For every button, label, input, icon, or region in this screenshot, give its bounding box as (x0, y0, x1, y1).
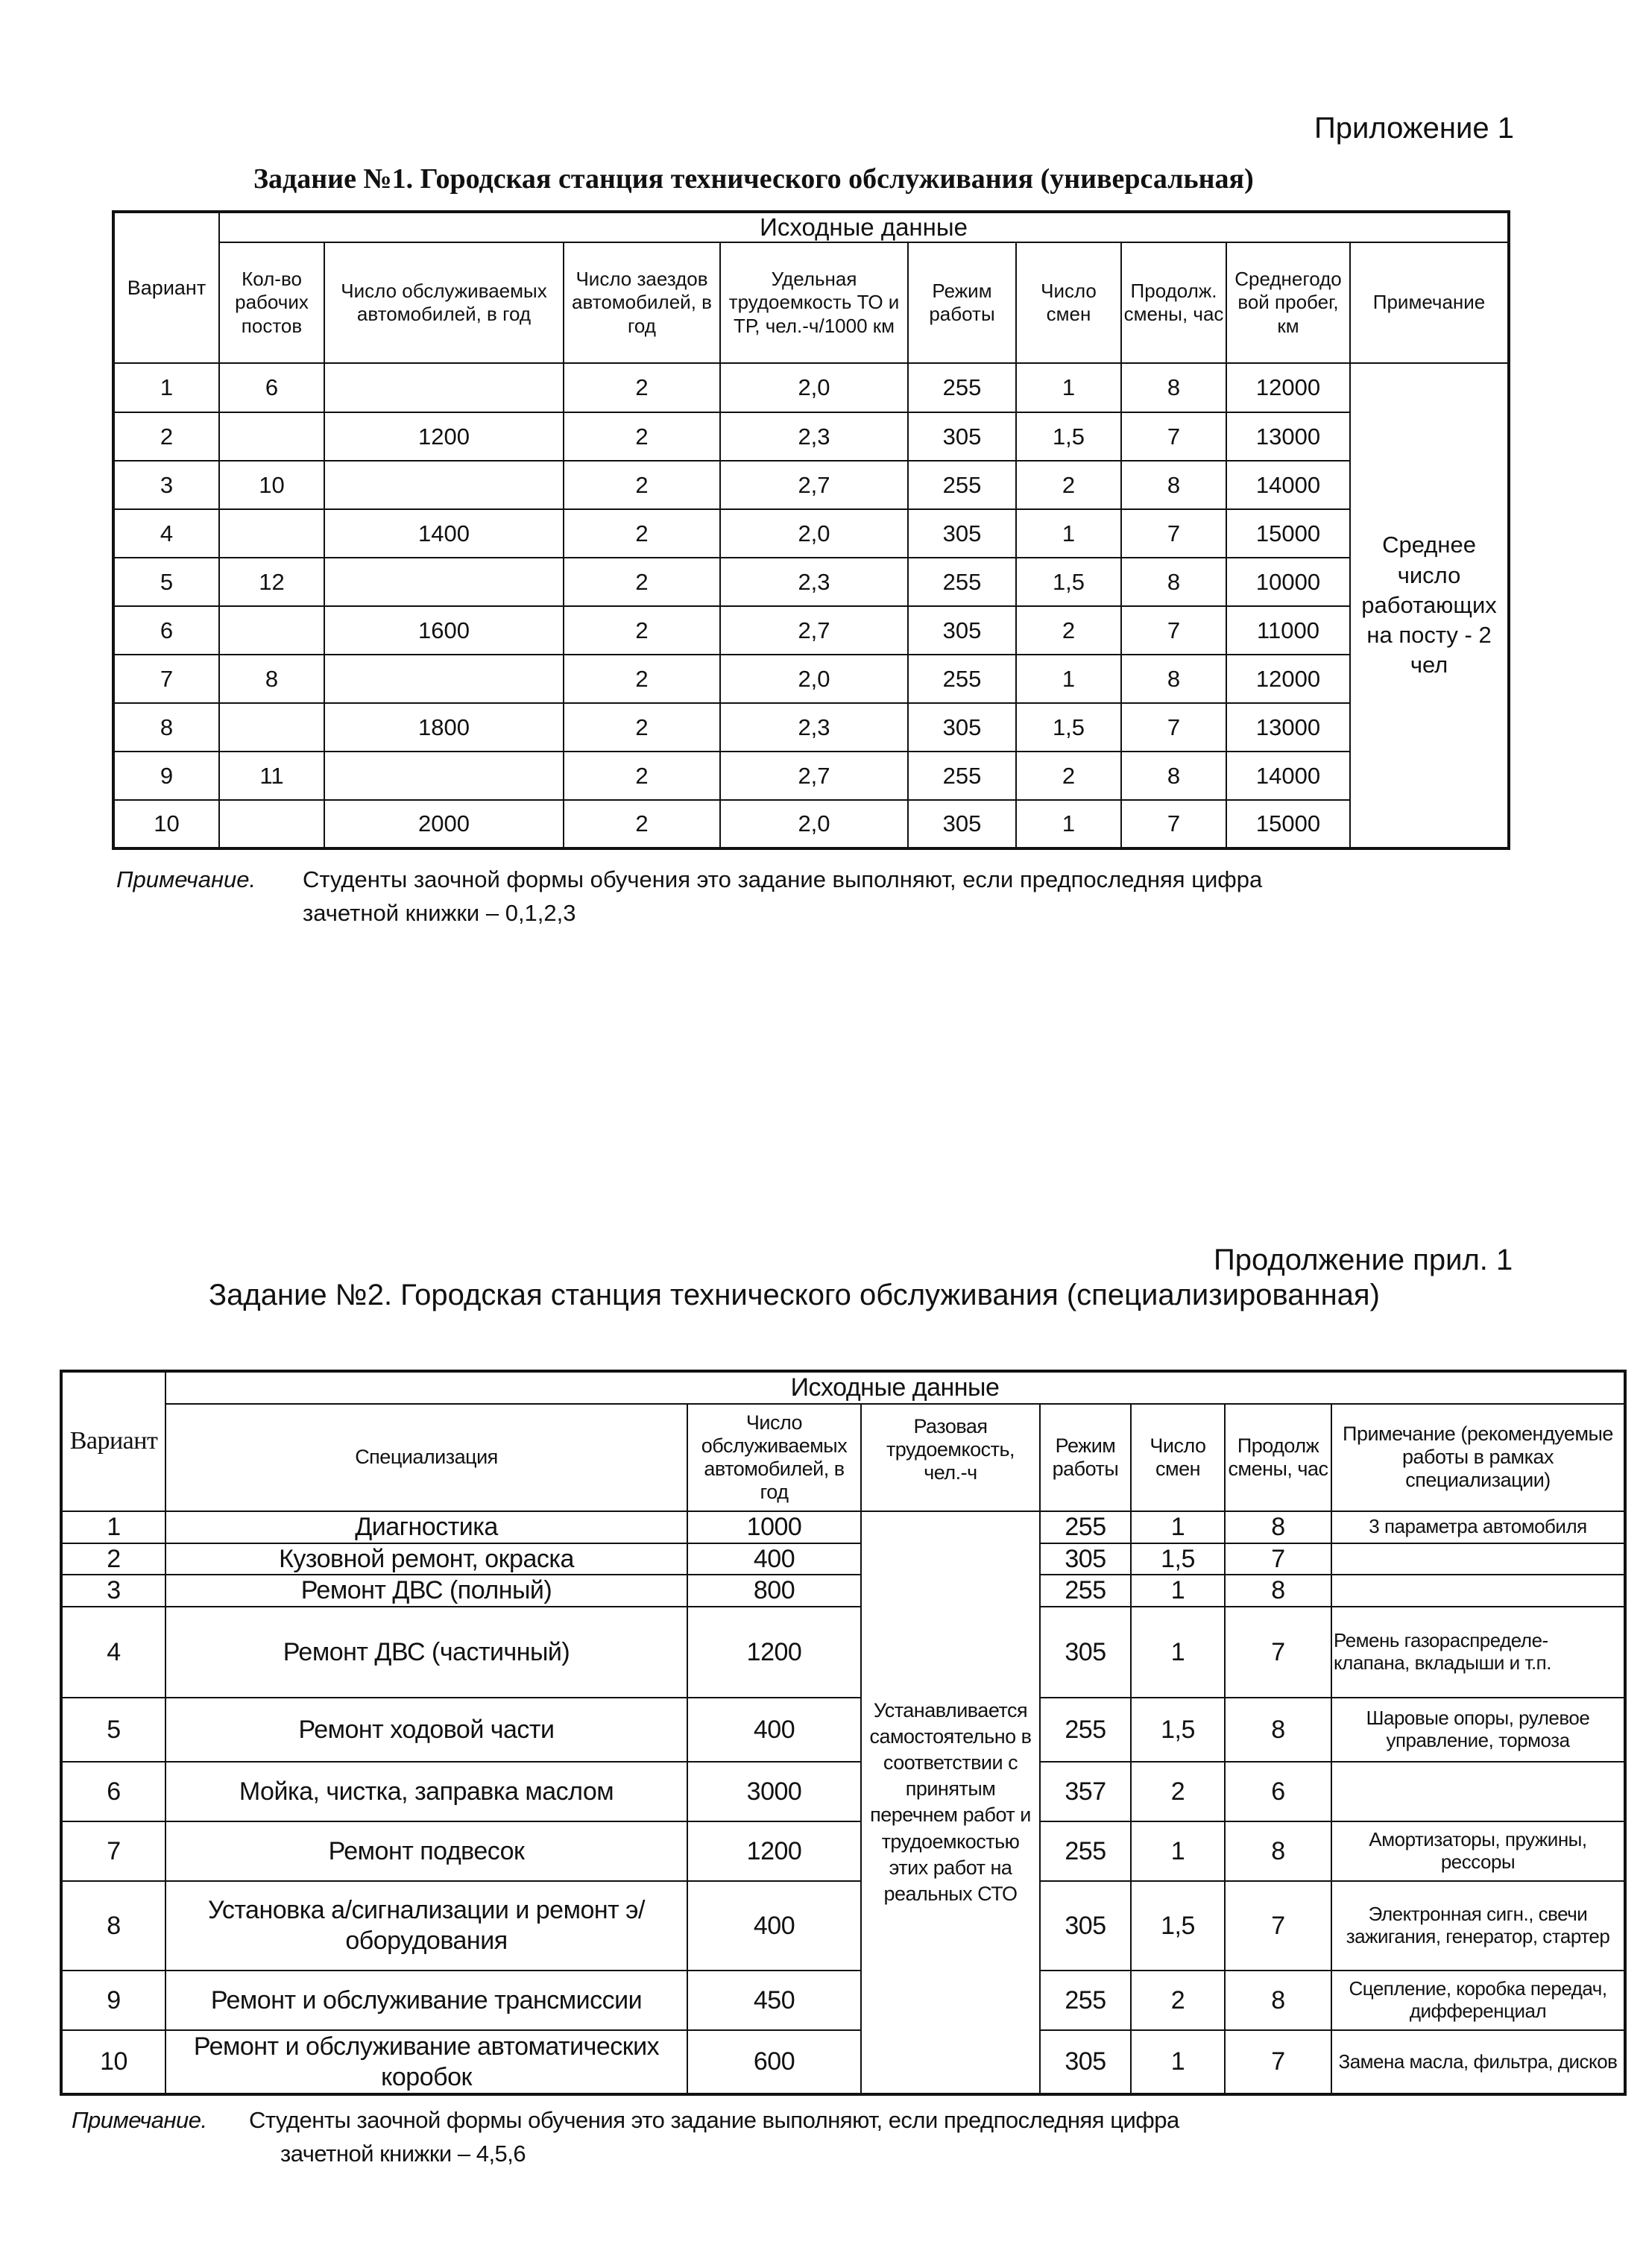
cell: 2,3 (720, 558, 908, 606)
cell (219, 606, 324, 655)
cell: 7 (1225, 1607, 1331, 1698)
cell: 2 (1016, 752, 1121, 800)
table-row (61, 1698, 1625, 1762)
cell: 1 (113, 363, 219, 412)
cell: 2 (564, 606, 720, 655)
cell: 255 (1040, 1698, 1131, 1762)
cell: 1 (1131, 1575, 1225, 1607)
cell: 10 (113, 800, 219, 848)
cell: Шаровые опоры, рулевое управление, тормоза (1331, 1698, 1625, 1762)
cell: 4 (113, 509, 219, 558)
cell: 9 (113, 752, 219, 800)
cell: 2 (113, 412, 219, 461)
cell: 255 (1040, 1971, 1131, 2030)
cell: 1000 (687, 1511, 861, 1543)
cell: 2,0 (720, 509, 908, 558)
cell: Ремонт ходовой части (165, 1698, 687, 1762)
cell: 7 (1121, 800, 1226, 848)
cell: Ремонт ДВС (частичный) (165, 1607, 687, 1698)
cell (1331, 1543, 1625, 1575)
cell: 2 (1131, 1971, 1225, 2030)
cell: 255 (908, 655, 1016, 703)
cell: 10000 (1226, 558, 1350, 606)
cell: 1 (1131, 2030, 1225, 2094)
cell (219, 509, 324, 558)
cell: 3 (61, 1575, 165, 1607)
table-row (61, 1971, 1625, 2030)
cell: 1 (1131, 1821, 1225, 1881)
table-row (113, 800, 1509, 848)
cell: 305 (1040, 2030, 1131, 2094)
cell: 12000 (1226, 363, 1350, 412)
cell: 2 (564, 800, 720, 848)
cell: 6 (1225, 1762, 1331, 1821)
cell: Ремень газораспределе- клапана, вкладыши и т.п. (1331, 1607, 1625, 1698)
footnote-line2: зачетной книжки – 4,5,6 (280, 2140, 526, 2167)
cell: 255 (908, 752, 1016, 800)
cell: Ремонт и обслуживание автоматических коробок (165, 2030, 687, 2094)
cell: 13000 (1226, 703, 1350, 752)
cell: 1 (1131, 1607, 1225, 1698)
cell: Ремонт ДВС (полный) (165, 1575, 687, 1607)
table-row (61, 1511, 1625, 1543)
cell: 8 (1225, 1575, 1331, 1607)
cell: Установка а/сигнализации и ремонт э/оборудования (165, 1881, 687, 1971)
cell: Амортизаторы, пружины, рессоры (1331, 1821, 1625, 1881)
table-row (113, 363, 1509, 412)
cell: 400 (687, 1543, 861, 1575)
col-header: Удельная трудоемкость ТО и ТР, чел.-ч/1000 км (720, 242, 908, 363)
cell: 1200 (324, 412, 564, 461)
cell: 8 (61, 1881, 165, 1971)
cell: 1,5 (1016, 558, 1121, 606)
cell: 1 (1016, 509, 1121, 558)
cell: 8 (1121, 558, 1226, 606)
cell: 800 (687, 1575, 861, 1607)
cell: 1 (61, 1511, 165, 1543)
cell: 2 (564, 703, 720, 752)
cell: Ремонт и обслуживание трансмиссии (165, 1971, 687, 2030)
cell (1331, 1575, 1625, 1607)
cell: 2 (1016, 606, 1121, 655)
task1-footnote (116, 863, 1262, 930)
cell: 1400 (324, 509, 564, 558)
cell: 2,7 (720, 606, 908, 655)
cell: 2 (564, 461, 720, 509)
cell: 2,0 (720, 655, 908, 703)
task1-table (112, 210, 1510, 850)
cell: Диагностика (165, 1511, 687, 1543)
cell: 9 (61, 1971, 165, 2030)
cell: 5 (61, 1698, 165, 1762)
cell: Замена масла, фильтра, дисков (1331, 2030, 1625, 2094)
col-header: Число смен (1131, 1404, 1225, 1511)
task2-title: Задание №2. Городская станция технического обслуживания (специализированная) (209, 1279, 1380, 1311)
table-row (113, 703, 1509, 752)
cell: 1 (1016, 363, 1121, 412)
cell: 11 (219, 752, 324, 800)
cell: 600 (687, 2030, 861, 2094)
cell: 10 (219, 461, 324, 509)
col-header: Продолж. смены, час (1121, 242, 1226, 363)
col-header: Число обслуживаемых автомобилей, в год (324, 242, 564, 363)
cell: 7 (1121, 606, 1226, 655)
group-header: Исходные данные (219, 212, 1509, 242)
cell: 3000 (687, 1762, 861, 1821)
cell: 14000 (1226, 752, 1350, 800)
cell: 7 (113, 655, 219, 703)
cell: 400 (687, 1881, 861, 1971)
col-header: Примечание (рекомендуемые работы в рамках специализации) (1331, 1404, 1625, 1511)
appendix-label: Приложение 1 (1314, 112, 1514, 145)
cell: 7 (1225, 2030, 1331, 2094)
cell: 305 (1040, 1607, 1131, 1698)
cell: 7 (61, 1821, 165, 1881)
task2-footnote (72, 2104, 1179, 2171)
footnote-label: Примечание. (116, 866, 256, 892)
cell: 15000 (1226, 800, 1350, 848)
cell: 2 (564, 752, 720, 800)
cell: 450 (687, 1971, 861, 2030)
cell: Мойка, чистка, заправка маслом (165, 1762, 687, 1821)
cell: 10 (61, 2030, 165, 2094)
cell: 7 (1121, 703, 1226, 752)
table-row (113, 509, 1509, 558)
cell: 305 (1040, 1881, 1131, 1971)
cell: 2,0 (720, 363, 908, 412)
cell: 7 (1225, 1881, 1331, 1971)
cell: 255 (1040, 1511, 1131, 1543)
col-header: Режим работы (908, 242, 1016, 363)
task2-table (60, 1370, 1627, 2096)
merged-note: Устанавливается самостоятельно в соответствии с принятым перечнем работ и трудоемкостью этих работ на реальных СТО (861, 1511, 1040, 2094)
table-row (113, 606, 1509, 655)
col-header: Число обслуживаемых автомобилей, в год (687, 1404, 861, 1511)
cell: 2 (564, 558, 720, 606)
cell: 400 (687, 1698, 861, 1762)
table-row (61, 2030, 1625, 2094)
cell: 3 (113, 461, 219, 509)
cell: 305 (908, 412, 1016, 461)
col-variant-header: Вариант (113, 212, 219, 363)
col-variant-header: Вариант (61, 1371, 165, 1511)
cell: 357 (1040, 1762, 1131, 1821)
cell: 1 (1131, 1511, 1225, 1543)
cell: 6 (61, 1762, 165, 1821)
cell: 255 (1040, 1821, 1131, 1881)
task1-title: Задание №1. Городская станция технического обслуживания (универсальная) (253, 163, 1254, 195)
cell: 2,7 (720, 461, 908, 509)
cell: 8 (219, 655, 324, 703)
cell: 1 (1016, 655, 1121, 703)
cell: 2 (564, 655, 720, 703)
col-header: Число смен (1016, 242, 1121, 363)
cell: 255 (908, 363, 1016, 412)
cell: 7 (1225, 1543, 1331, 1575)
cell: 2,0 (720, 800, 908, 848)
table-row (113, 655, 1509, 703)
table-row (113, 558, 1509, 606)
cell: 8 (1121, 363, 1226, 412)
cell: 2,3 (720, 703, 908, 752)
cell: 15000 (1226, 509, 1350, 558)
cell: 2000 (324, 800, 564, 848)
cell (219, 412, 324, 461)
cell: Ремонт подвесок (165, 1821, 687, 1881)
cell: Сцепление, коробка передач, дифференциал (1331, 1971, 1625, 2030)
table-row (113, 752, 1509, 800)
cell: 5 (113, 558, 219, 606)
cell: 2 (564, 509, 720, 558)
merged-note: Среднее число работающих на посту - 2 чел (1350, 363, 1509, 848)
table-row (61, 1821, 1625, 1881)
cell: 305 (1040, 1543, 1131, 1575)
cell (324, 558, 564, 606)
cell: 1,5 (1131, 1543, 1225, 1575)
footnote-line1: Студенты заочной формы обучения это задание выполняют, если предпоследняя цифра (303, 866, 1263, 892)
cell: 6 (113, 606, 219, 655)
cell: 1,5 (1131, 1881, 1225, 1971)
cell (219, 703, 324, 752)
col-header: Продолж смены, час (1225, 1404, 1331, 1511)
cell: 12 (219, 558, 324, 606)
cell: 1,5 (1131, 1698, 1225, 1762)
col-header: Среднегодо вой пробег, км (1226, 242, 1350, 363)
cell (324, 461, 564, 509)
col-header: Примечание (1350, 242, 1509, 363)
cell: 8 (1225, 1821, 1331, 1881)
cell: 1600 (324, 606, 564, 655)
cell: 13000 (1226, 412, 1350, 461)
cell: 7 (1121, 412, 1226, 461)
cell: 2 (564, 412, 720, 461)
col-header: Режим работы (1040, 1404, 1131, 1511)
cell: 305 (908, 703, 1016, 752)
col-header: Число заездов автомобилей, в год (564, 242, 720, 363)
cell: 1200 (687, 1607, 861, 1698)
col-header: Разовая трудоемкость, чел.-ч (861, 1404, 1040, 1511)
group-header: Исходные данные (165, 1371, 1625, 1404)
table-row (113, 412, 1509, 461)
footnote-label: Примечание. (72, 2107, 207, 2133)
cell: 1,5 (1016, 412, 1121, 461)
cell: 255 (908, 461, 1016, 509)
cell (324, 752, 564, 800)
cell: Кузовной ремонт, окраска (165, 1543, 687, 1575)
cell: 12000 (1226, 655, 1350, 703)
appendix-continued-label: Продолжение прил. 1 (1214, 1244, 1513, 1276)
table-row (61, 1607, 1625, 1698)
cell: 14000 (1226, 461, 1350, 509)
cell: 7 (1121, 509, 1226, 558)
cell: 1 (1016, 800, 1121, 848)
cell: 255 (1040, 1575, 1131, 1607)
cell: 2 (61, 1543, 165, 1575)
cell: 8 (1121, 752, 1226, 800)
cell: 8 (1225, 1971, 1331, 2030)
cell: 3 параметра автомобиля (1331, 1511, 1625, 1543)
cell: 11000 (1226, 606, 1350, 655)
cell (219, 800, 324, 848)
cell: 305 (908, 509, 1016, 558)
cell: 8 (1121, 461, 1226, 509)
cell (324, 363, 564, 412)
cell: 4 (61, 1607, 165, 1698)
col-header: Специализация (165, 1404, 687, 1511)
cell (324, 655, 564, 703)
cell: Электронная сигн., свечи зажигания, генератор, стартер (1331, 1881, 1625, 1971)
cell: 2 (564, 363, 720, 412)
table-row (61, 1543, 1625, 1575)
footnote-line1: Студенты заочной формы обучения это задание выполняют, если предпоследняя цифра (249, 2107, 1179, 2133)
cell: 255 (908, 558, 1016, 606)
cell: 6 (219, 363, 324, 412)
footnote-line2: зачетной книжки – 0,1,2,3 (303, 899, 576, 926)
cell: 305 (908, 606, 1016, 655)
cell: 305 (908, 800, 1016, 848)
cell: 2,7 (720, 752, 908, 800)
cell: 1200 (687, 1821, 861, 1881)
col-header: Кол-во рабочих постов (219, 242, 324, 363)
cell: 2 (1016, 461, 1121, 509)
table-row (113, 461, 1509, 509)
cell: 2 (1131, 1762, 1225, 1821)
cell: 8 (113, 703, 219, 752)
cell: 8 (1121, 655, 1226, 703)
cell: 1800 (324, 703, 564, 752)
cell: 1,5 (1016, 703, 1121, 752)
cell: 8 (1225, 1511, 1331, 1543)
table-row (61, 1575, 1625, 1607)
cell: 2,3 (720, 412, 908, 461)
table-row (61, 1762, 1625, 1821)
cell (1331, 1762, 1625, 1821)
table-row (61, 1881, 1625, 1971)
cell: 8 (1225, 1698, 1331, 1762)
